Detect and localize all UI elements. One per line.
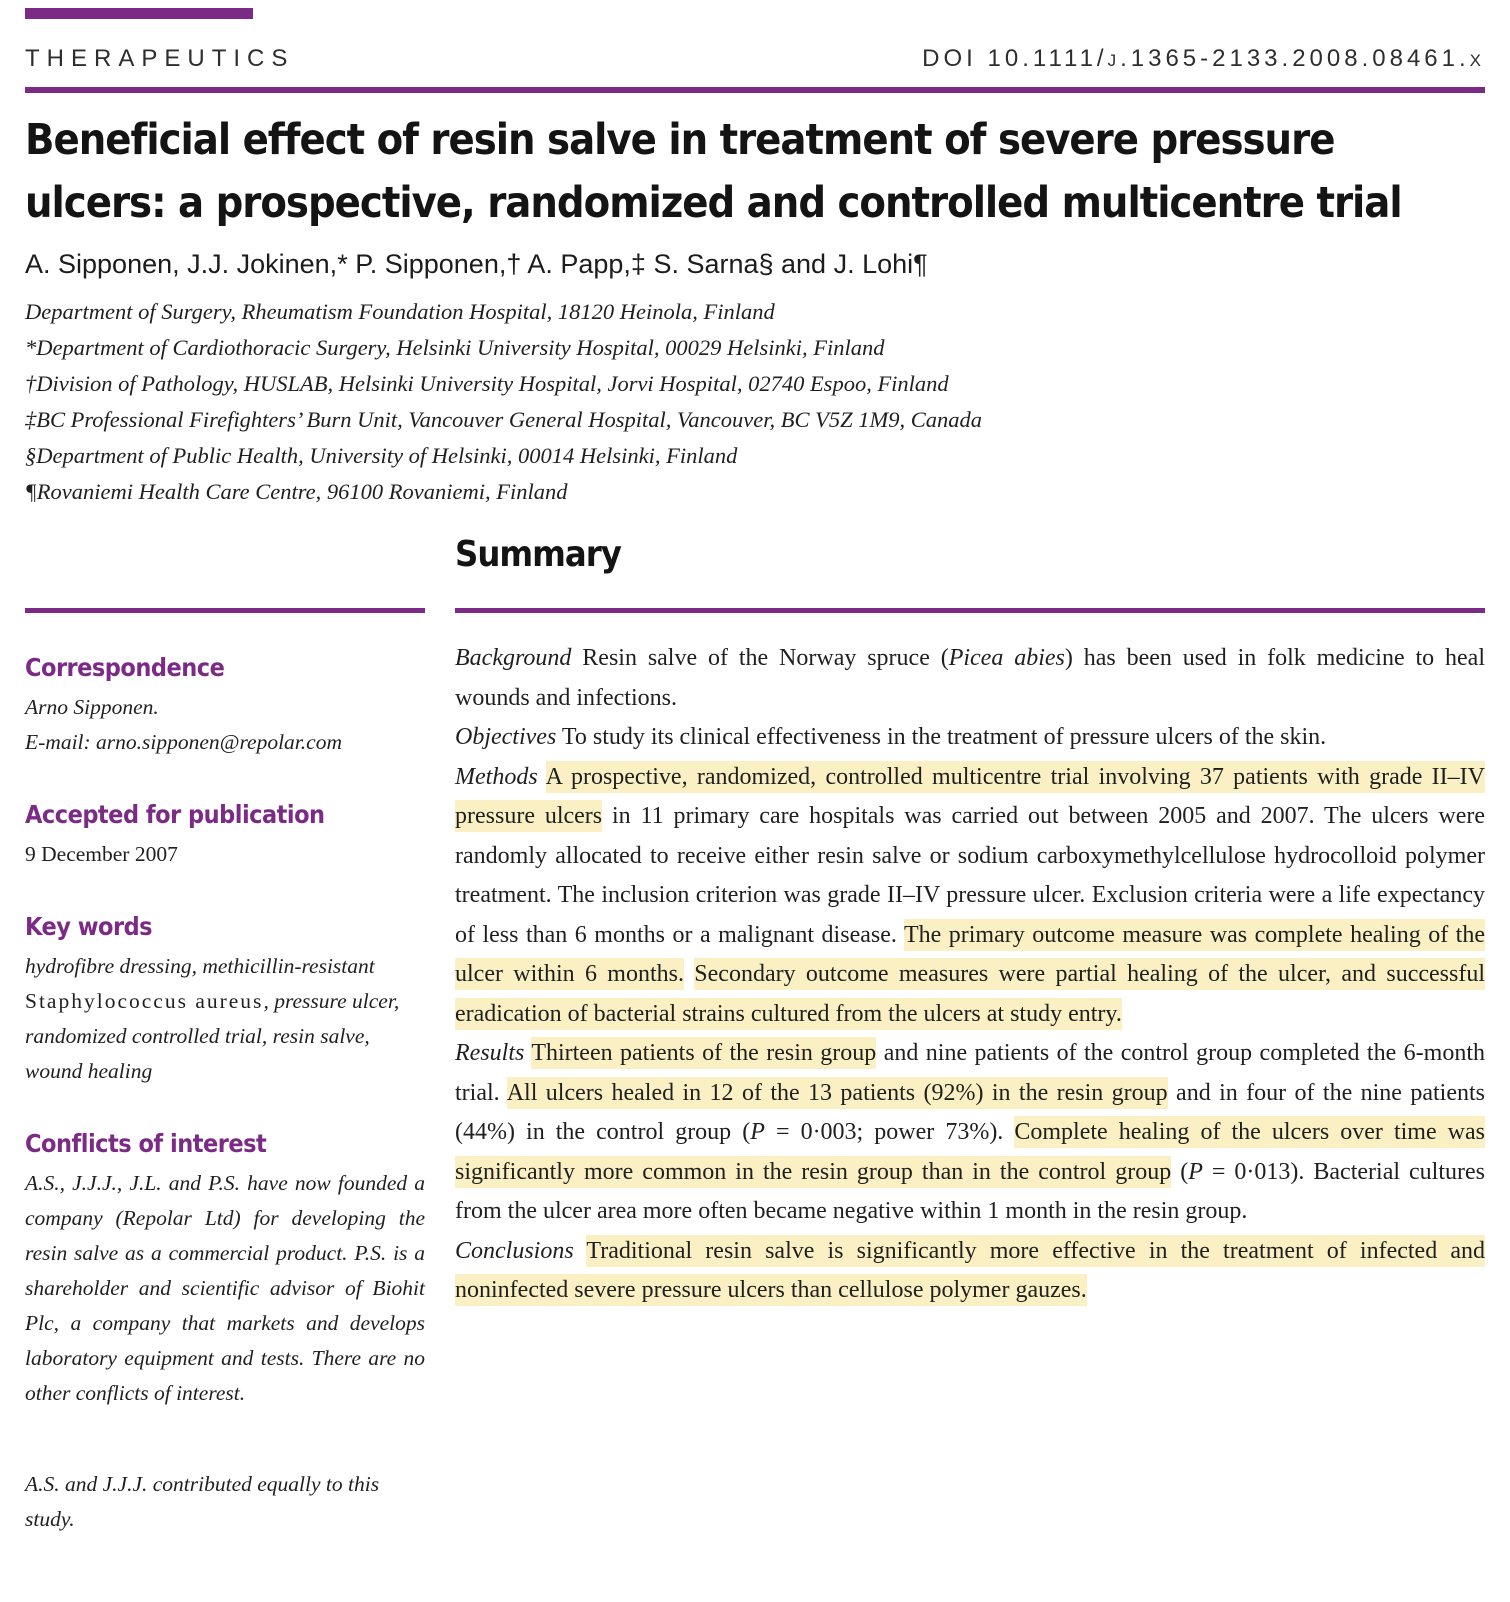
two-column-area (25, 534, 1485, 1537)
summary-body: Background Resin salve of the Norway spruce (Picea abies) has been used in folk medicine to heal wounds and infections. Objectives To study its clinical effectiveness in the treatment of pressure ulcers of the skin. Methods A prospective, randomized, controlled multicentre trial involving 37 patients with grade II–IV pressure ulcers in 11 primary care hospitals was carried out between 2005 and 2007. The ulcers were randomly allocated to receive either resin salve or sodium carboxymethylcellulose hydrocolloid polymer treatment. The inclusion criterion was grade II–IV pressure ulcer. Exclusion criteria were a life expectancy of less than 6 months or a malignant disease. The primary outcome measure was complete healing of the ulcer within 6 months. Secondary outcome measures were partial healing of the ulcer, and successful eradication of bacterial strains cultured from the ulcers at study entry. Results Thirteen patients of the resin group and nine patients of the control group completed the 6-month trial. All ulcers healed in 12 of the 13 patients (92%) in the resin group and in four of the nine patients (44%) in the control group (P = 0·003; power 73%). Complete healing of the ulcers over time was significantly more common in the resin group than in the control group (P = 0·013). Bacterial cultures from the ulcer area more often became negative within 1 month in the resin group. Conclusions Traditional resin salve is significantly more effective in the treatment of infected and noninfected severe pressure ulcers than cellulose polymer gauzes. (455, 639, 1485, 1311)
correspondence-section (25, 653, 425, 760)
accepted-heading: Accepted for publication (25, 800, 325, 829)
correspondence-heading: Correspondence (25, 653, 225, 682)
header-rule (25, 87, 1485, 93)
journal-header (25, 45, 1485, 73)
summary-rule (455, 608, 1485, 613)
keywords-body: hydrofibre dressing, methicillin-resistant Staphylococcus aureus, pressure ulcer, randomized controlled trial, resin salve, wound healing (25, 954, 400, 1083)
keywords-heading: Key words (25, 912, 153, 941)
conflicts-heading: Conflicts of interest (25, 1129, 267, 1158)
contribution-note: A.S. and J.J.J. contributed equally to this study. (25, 1472, 380, 1531)
section-label: THERAPEUTICS (25, 45, 295, 72)
doi-text: DOI 10.1111/j.1365-2133.2008.08461.x (922, 45, 1485, 72)
sidebar (25, 534, 425, 1537)
keywords-section (25, 912, 425, 1089)
author-list: A. Sipponen, J.J. Jokinen,* P. Sipponen,† A. Papp,‡ S. Sarna§ and J. Lohi¶ (25, 249, 928, 279)
accepted-section (25, 800, 425, 872)
sidebar-rule (25, 608, 425, 613)
article-title: Beneficial effect of resin salve in treatment of severe pressure ulcers: a prospective, randomized and controlled multicentre trial (25, 115, 1402, 228)
summary-column (455, 534, 1485, 1537)
conflicts-section (25, 1129, 425, 1411)
summary-heading: Summary (455, 534, 621, 575)
correspondence-body: Arno Sipponen. E-mail: arno.sipponen@repolar.com (25, 695, 342, 754)
conflicts-body: A.S., J.J.J., J.L. and P.S. have now founded a company (Repolar Ltd) for developing the resin salve as a commercial product. P.S. is a shareholder and scientific advisor of Biohit Plc, a company that markets and develops laboratory equipment and tests. There are no other conflicts of interest. (25, 1171, 425, 1405)
accepted-date: 9 December 2007 (25, 842, 178, 866)
journal-accent-bar (25, 8, 253, 19)
affiliation-list: Department of Surgery, Rheumatism Foundation Hospital, 18120 Heinola, Finland *Department of Cardiothoracic Surgery, Helsinki University Hospital, 00029 Helsinki, Finland †Division of Pathology, HUSLAB, Helsinki University Hospital, Jorvi Hospital, 02740 Espoo, Finland ‡BC Professional Firefighters’ Burn Unit, Vancouver General Hospital, Vancouver, BC V5Z 1M9, Canada §Department of Public Health, University of Helsinki, 00014 Helsinki, Finland ¶Rovaniemi Health Care Centre, 96100 Rovaniemi, Finland (25, 299, 983, 504)
